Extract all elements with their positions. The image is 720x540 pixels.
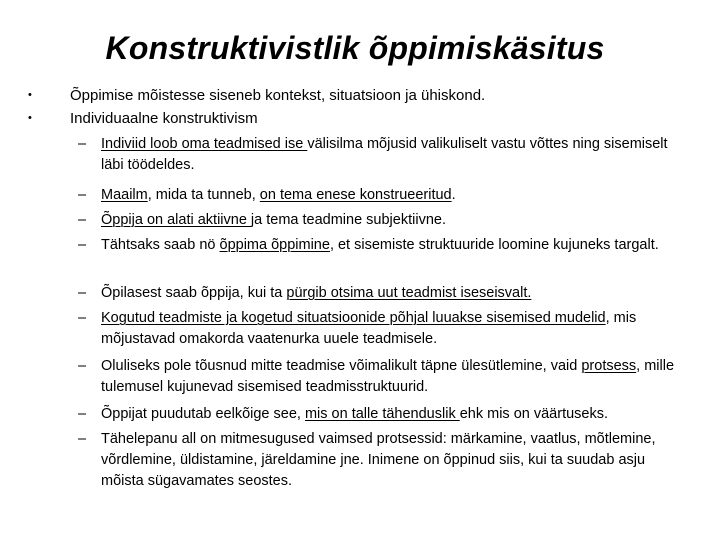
dash-icon: – xyxy=(78,136,87,152)
bullet-item-text: Individuaalne konstruktivism xyxy=(70,110,258,127)
sub-bullet-item xyxy=(78,235,678,256)
text-segment: . xyxy=(451,187,456,203)
dash-icon: – xyxy=(78,358,87,374)
sub-bullet-item xyxy=(78,404,678,425)
text-segment: , et sisemiste struktuuride loomine kujuneks targalt. xyxy=(329,237,659,253)
text-segment: Tähtsaks saab nö xyxy=(101,237,220,253)
sub-bullet-text xyxy=(101,210,678,231)
sub-bullet-item xyxy=(78,429,678,492)
text-segment: Oluliseks pole tõusnud mitte teadmise võimalikult täpne ülesütlemine, vaid xyxy=(101,358,582,374)
bullet-item-text: Õppimise mõistesse siseneb kontekst, situatsioon ja ühiskond. xyxy=(70,87,486,104)
underlined-text: protsess xyxy=(581,358,637,374)
sub-bullet-item xyxy=(78,210,678,231)
sub-bullet-text xyxy=(101,308,678,350)
sub-bullet-text xyxy=(101,429,678,492)
sub-bullet-text xyxy=(101,356,678,398)
text-segment: välisilma mõjusid valikuliselt vastu võttes ning sisemiselt läbi töödeldes. xyxy=(101,136,668,173)
text-segment: , mille tulemusel kujunevad sisemised teadmisstruktuurid. xyxy=(101,358,675,395)
sub-bullet-text xyxy=(101,134,678,176)
text-segment: Tähelepanu all on mitmesugused vaimsed protsessid: märkamine, vaatlus, mõtlemine, võrdlemine, üldistamine, järeldamine jne. Inimene on õppinud siis, kui ta suudab asju mõista sügavamates seostes. xyxy=(101,431,656,489)
slide-title: Konstruktivistlik õppimiskäsitus xyxy=(105,30,605,66)
underlined-text: on tema enese konstrueeritud xyxy=(259,187,452,203)
bullet-icon: • xyxy=(28,112,32,124)
bullet-icon: • xyxy=(28,89,32,101)
underlined-text: Kogutud teadmiste ja kogetud situatsioonide põhjal luuakse sisemised mudelid xyxy=(101,310,606,326)
dash-icon: – xyxy=(78,212,87,228)
dash-icon: – xyxy=(78,406,87,422)
text-segment: Õpilasest saab õppija, kui ta xyxy=(101,285,287,301)
sub-bullet-text xyxy=(101,404,678,425)
sub-bullet-text xyxy=(101,185,678,206)
sub-bullet-item xyxy=(78,308,678,350)
text-segment: , mida ta tunneb, xyxy=(147,187,260,203)
text-segment: ja tema teadmine subjektiivne. xyxy=(250,212,446,228)
underlined-text: mis on talle tähenduslik xyxy=(304,406,460,422)
dash-icon: – xyxy=(78,310,87,326)
dash-icon: – xyxy=(78,237,87,253)
sub-bullet-text xyxy=(101,283,678,304)
underlined-text: Maailm xyxy=(101,187,148,203)
sub-bullet-item xyxy=(78,185,678,206)
dash-icon: – xyxy=(78,187,87,203)
text-segment: , mis mõjustavad omakorda vaatenurka uuele teadmisele. xyxy=(101,310,637,347)
dash-icon: – xyxy=(78,431,87,447)
sub-bullet-item xyxy=(78,283,678,304)
text-segment: ehk mis on väärtuseks. xyxy=(459,406,609,422)
sub-bullet-item xyxy=(78,356,678,398)
sub-bullet-text xyxy=(101,235,678,256)
underlined-text: Õppija on alati aktiivne xyxy=(101,212,251,228)
underlined-text: õppima õppimine xyxy=(219,237,330,253)
dash-icon: – xyxy=(78,285,87,301)
underlined-text: Indiviid loob oma teadmised ise xyxy=(101,136,308,152)
underlined-text: pürgib otsima uut teadmist iseseisvalt. xyxy=(286,285,532,301)
sub-bullet-item xyxy=(78,134,678,176)
text-segment: Õppijat puudutab eelkõige see, xyxy=(101,406,305,422)
